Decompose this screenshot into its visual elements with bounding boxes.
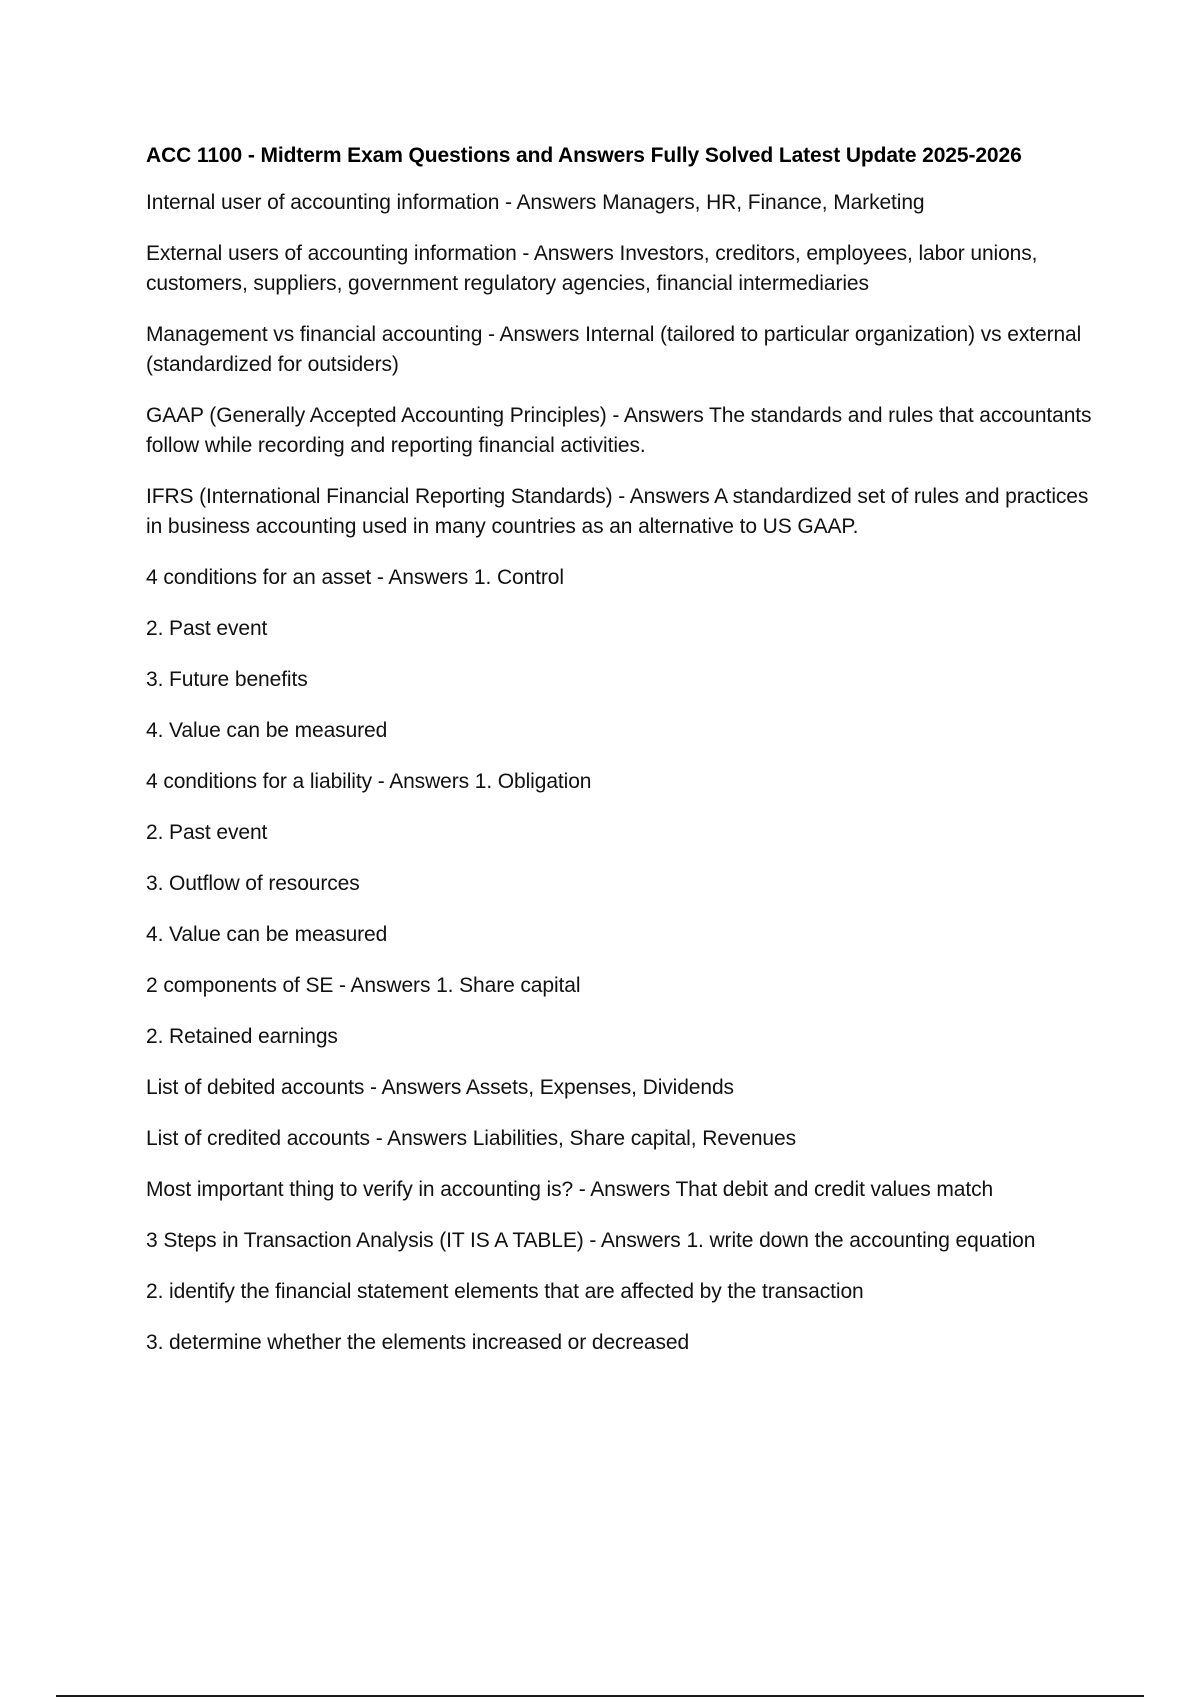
entry-transaction-steps: 3 Steps in Transaction Analysis (IT IS A TABLE) - Answers 1. write down the accounting equation: [146, 1229, 1036, 1252]
entry-internal-users: Internal user of accounting information - Answers Managers, HR, Finance, Marketing: [146, 191, 925, 214]
entry-debited-accounts: List of debited accounts - Answers Assets, Expenses, Dividends: [146, 1076, 734, 1099]
footer-divider: [56, 1695, 1144, 1697]
entry-credited-accounts: List of credited accounts - Answers Liabilities, Share capital, Revenues: [146, 1127, 796, 1150]
entry-management-vs-financial: Management vs financial accounting - Answers Internal (tailored to particular organization) vs external (standardized for outsiders): [146, 323, 1082, 376]
entry-asset-conditions: 4 conditions for an asset - Answers 1. Control: [146, 566, 564, 589]
entry-gaap: GAAP (Generally Accepted Accounting Principles) - Answers The standards and rules that accountants follow while recording and reporting financial activities.: [146, 404, 1092, 457]
entry-se-components: 2 components of SE - Answers 1. Share capital: [146, 974, 581, 997]
entry-liability-condition-4: 4. Value can be measured: [146, 923, 388, 946]
entry-ifrs: IFRS (International Financial Reporting Standards) - Answers A standardized set of rules and practices in business accounting used in many countries as an alternative to US GAAP.: [146, 485, 1089, 538]
entry-asset-condition-4: 4. Value can be measured: [146, 719, 388, 742]
entry-liability-condition-2: 2. Past event: [146, 821, 268, 844]
entry-liability-condition-3: 3. Outflow of resources: [146, 872, 360, 895]
document-body: [146, 141, 1096, 1379]
entry-liability-conditions: 4 conditions for a liability - Answers 1. Obligation: [146, 770, 592, 793]
document-title: ACC 1100 - Midterm Exam Questions and Answers Fully Solved Latest Update 2025-2026: [146, 144, 1022, 167]
entry-asset-condition-2: 2. Past event: [146, 617, 268, 640]
entry-verify-accounting: Most important thing to verify in accounting is? - Answers That debit and credit values match: [146, 1178, 994, 1201]
entry-asset-condition-3: 3. Future benefits: [146, 668, 308, 691]
entry-transaction-step-3: 3. determine whether the elements increased or decreased: [146, 1331, 690, 1354]
entry-se-component-2: 2. Retained earnings: [146, 1025, 338, 1048]
entry-external-users: External users of accounting information - Answers Investors, creditors, employees, labor unions, customers, suppliers, government regulatory agencies, financial intermediaries: [146, 242, 1038, 295]
entry-transaction-step-2: 2. identify the financial statement elements that are affected by the transaction: [146, 1280, 864, 1303]
